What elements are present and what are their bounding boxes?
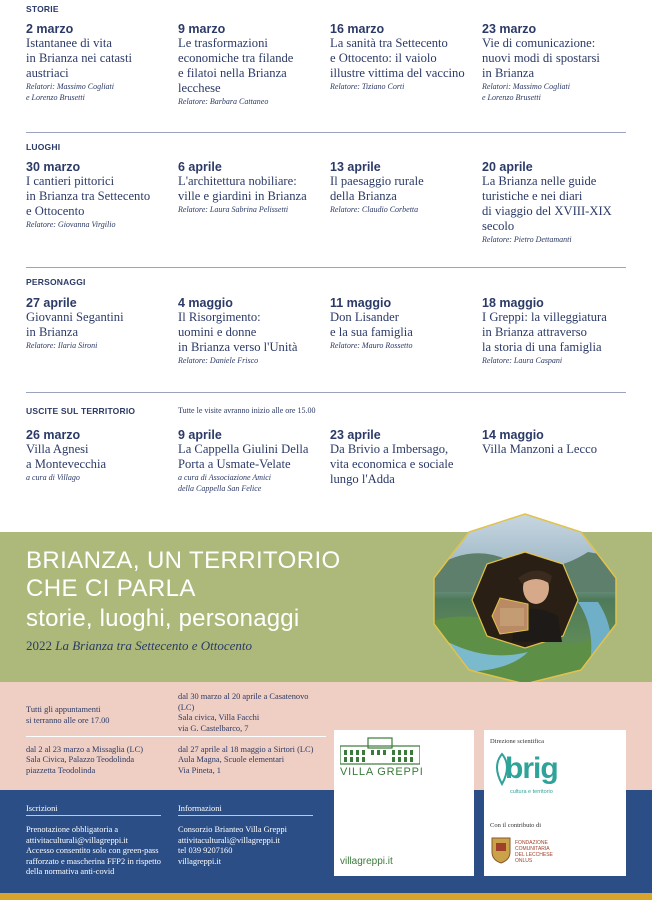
casatenovo-address: Sala civica, Villa Facchi via G. Castelbarco, 7 bbox=[178, 713, 260, 733]
event-date: 13 aprile bbox=[330, 160, 381, 174]
missaglia-address: Sala Civica, Palazzo Teodolinda piazzetta Teodolinda bbox=[26, 755, 135, 775]
casatenovo-heading: dal 30 marzo al 20 aprile a Casatenovo (LC) bbox=[178, 692, 309, 712]
fondazione-crest-icon bbox=[490, 836, 512, 864]
event-organizer: a cura di Associazione Amici della Cappella San Felice bbox=[178, 473, 272, 493]
banner-title-line3: storie, luoghi, personaggi bbox=[26, 605, 300, 632]
event-card bbox=[330, 428, 478, 487]
event-speaker: Relatore: Ilaria Sironi bbox=[26, 341, 98, 350]
event-card bbox=[178, 428, 326, 494]
event-speaker: Relatore: Giovanna Virgilio bbox=[26, 220, 116, 229]
event-card bbox=[26, 428, 174, 483]
brig-tagline: cultura e territorio bbox=[510, 789, 553, 795]
event-title: Istantanee di vita in Brianza nei catasti austriaci bbox=[26, 36, 132, 80]
divider bbox=[26, 132, 626, 133]
event-card bbox=[330, 160, 478, 215]
event-title: La Cappella Giulini Della Porta a Usmate-Velate bbox=[178, 442, 309, 471]
event-speaker: Relatore: Pietro Dettamanti bbox=[482, 235, 572, 244]
informazioni-label: Informazioni bbox=[178, 804, 222, 813]
event-title: I cantieri pittorici in Brianza tra Settecento e Ottocento bbox=[26, 174, 151, 218]
event-title: L'architettura nobiliare: ville e giardini in Brianza bbox=[178, 174, 307, 203]
event-card bbox=[26, 160, 174, 230]
event-speaker: Relatore: Laura Sabrina Pelissetti bbox=[178, 205, 289, 214]
event-date: 20 aprile bbox=[482, 160, 533, 174]
divider bbox=[178, 815, 313, 816]
event-organizer: a cura di Villago bbox=[26, 473, 80, 482]
iscrizioni-label: Iscrizioni bbox=[26, 804, 58, 813]
event-card bbox=[26, 22, 174, 103]
event-card bbox=[178, 22, 326, 107]
event-date: 14 maggio bbox=[482, 428, 544, 442]
footer-bar bbox=[0, 893, 652, 900]
event-card bbox=[482, 296, 630, 366]
event-card bbox=[26, 296, 174, 351]
villa-greppi-url[interactable]: villagreppi.it bbox=[340, 856, 393, 867]
event-date: 27 aprile bbox=[26, 296, 77, 310]
event-date: 4 maggio bbox=[178, 296, 233, 310]
event-date: 2 marzo bbox=[26, 22, 74, 36]
event-card bbox=[482, 428, 630, 457]
missaglia-heading: dal 2 al 23 marzo a Missaglia (LC) bbox=[26, 745, 143, 754]
direzione-label: Direzione scientifica bbox=[490, 738, 544, 745]
event-date: 6 aprile bbox=[178, 160, 222, 174]
event-title: Villa Agnesi a Montevecchia bbox=[26, 442, 107, 471]
event-card bbox=[482, 160, 630, 245]
banner-subtitle-text: La Brianza tra Settecento e Ottocento bbox=[55, 638, 253, 653]
event-date: 23 aprile bbox=[330, 428, 381, 442]
visits-note: Tutte le visite avranno inizio alle ore 15.00 bbox=[178, 406, 316, 415]
event-title: I Greppi: la villeggiatura in Brianza attraverso la storia di una famiglia bbox=[482, 310, 607, 354]
divider bbox=[26, 736, 326, 737]
sirtori-heading: dal 27 aprile al 18 maggio a Sirtori (LC) bbox=[178, 745, 314, 754]
banner-year: 2022 bbox=[26, 638, 52, 653]
section-label-uscite: USCITE SUL TERRITORIO bbox=[26, 406, 136, 416]
event-card bbox=[482, 22, 630, 103]
event-date: 9 aprile bbox=[178, 428, 222, 442]
event-title: La Brianza nelle guide turistiche e nei diari di viaggio del XVIII-XIX secolo bbox=[482, 174, 612, 233]
brig-logo-text: brig bbox=[505, 752, 558, 785]
event-speaker: Relatore: Barbara Cattaneo bbox=[178, 97, 269, 106]
event-title: Giovanni Segantini in Brianza bbox=[26, 310, 124, 339]
sirtori-address: Aula Magna, Scuole elementari Via Pineta, 1 bbox=[178, 755, 285, 775]
fondazione-name: FONDAZIONE COMUNITARIA DEL LECCHESE ONLUS bbox=[515, 840, 553, 864]
event-card bbox=[330, 22, 478, 92]
decagon-photo-collage bbox=[428, 512, 622, 686]
section-label-personaggi: PERSONAGGI bbox=[26, 277, 86, 287]
event-speaker: Relatore: Daniele Frisco bbox=[178, 356, 259, 365]
informazioni-text: Consorzio Brianteo Villa Greppi attivitaculturali@villagreppi.it tel 039 9207160 villagreppi.it bbox=[178, 825, 287, 866]
event-title: Il paesaggio rurale della Brianza bbox=[330, 174, 424, 203]
event-date: 26 marzo bbox=[26, 428, 81, 442]
event-speaker: Relatore: Claudio Corbetta bbox=[330, 205, 419, 214]
iscrizioni-text: Prenotazione obbligatoria a attivitaculturali@villagreppi.it Accesso consentito solo con green-pass rafforzato e mascherina FFP2 in rispetto della normativa anti-covid bbox=[26, 825, 161, 876]
contributo-label: Con il contributo di bbox=[490, 822, 542, 829]
event-title: La sanità tra Settecento e Ottocento: il vaiolo illustre vittima del vaccino bbox=[330, 36, 465, 80]
section-label-luoghi: LUOGHI bbox=[26, 142, 61, 152]
event-speaker: Relatore: Mauro Rossetto bbox=[330, 341, 413, 350]
event-title: Il Risorgimento: uomini e donne in Brianza verso l'Unità bbox=[178, 310, 298, 354]
general-time-info: Tutti gli appuntamenti si terranno alle ore 17.00 bbox=[26, 705, 110, 725]
event-date: 16 marzo bbox=[330, 22, 385, 36]
banner-subtitle bbox=[26, 638, 252, 654]
event-title: Vie di comunicazione: nuovi modi di spostarsi in Brianza bbox=[482, 36, 600, 80]
divider bbox=[26, 392, 626, 393]
event-speaker: Relatore: Tiziano Corti bbox=[330, 82, 405, 91]
event-speaker: Relatori: Massimo Cogliati e Lorenzo Brusetti bbox=[26, 82, 114, 102]
villa-greppi-logo-icon bbox=[340, 736, 420, 766]
event-date: 18 maggio bbox=[482, 296, 544, 310]
divider bbox=[26, 815, 161, 816]
banner-title-line2: CHE CI PARLA bbox=[26, 575, 196, 602]
event-title: Da Brivio a Imbersago, vita economica e sociale lungo l'Adda bbox=[330, 442, 454, 486]
event-card bbox=[330, 296, 478, 351]
banner-title-line1: BRIANZA, UN TERRITORIO bbox=[26, 547, 341, 574]
event-title: Le trasformazioni economiche tra filande e filatoi nella Brianza lecchese bbox=[178, 36, 294, 95]
divider bbox=[26, 267, 626, 268]
event-title: Don Lisander e la sua famiglia bbox=[330, 310, 413, 339]
event-title: Villa Manzoni a Lecco bbox=[482, 442, 597, 456]
event-date: 23 marzo bbox=[482, 22, 537, 36]
event-card bbox=[178, 296, 326, 366]
event-date: 9 marzo bbox=[178, 22, 226, 36]
event-speaker: Relatori: Massimo Cogliati e Lorenzo Brusetti bbox=[482, 82, 570, 102]
event-date: 30 marzo bbox=[26, 160, 81, 174]
section-label-storie: STORIE bbox=[26, 4, 59, 14]
villa-greppi-name: VILLA GREPPI bbox=[340, 766, 424, 778]
event-date: 11 maggio bbox=[330, 296, 392, 310]
event-card bbox=[178, 160, 326, 215]
event-speaker: Relatore: Laura Caspani bbox=[482, 356, 563, 365]
